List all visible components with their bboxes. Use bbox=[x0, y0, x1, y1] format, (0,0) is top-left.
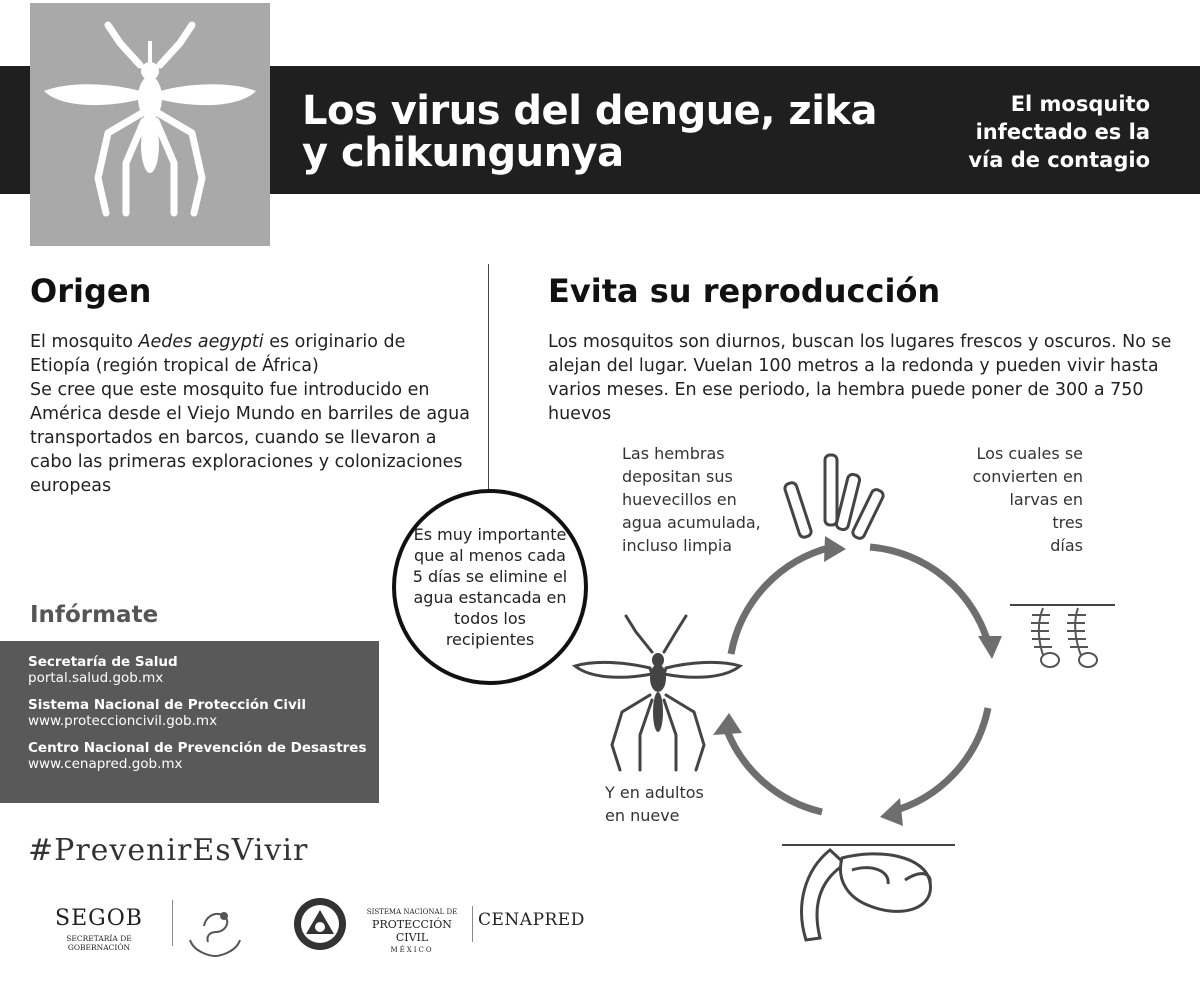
subtitle-line-1: El mosquito bbox=[1010, 92, 1150, 116]
origen-paragraph-1 bbox=[30, 330, 470, 378]
cenapred-logo: CENAPRED bbox=[478, 910, 585, 930]
info-entry-url[interactable]: portal.salud.gob.mx bbox=[28, 670, 164, 686]
origen-heading: Origen bbox=[30, 272, 152, 310]
larvae-icon bbox=[1031, 608, 1097, 667]
title-line-2: y chikungunya bbox=[302, 130, 624, 176]
callout-text: Es muy importante que al menos cada 5 días se elimine el agua estancada en todos los recipientes bbox=[412, 525, 568, 649]
larvae-label bbox=[940, 442, 1083, 557]
origen-p1-end: es originario de Etiopía (región tropical de África) bbox=[30, 332, 406, 376]
logo-box bbox=[30, 3, 270, 246]
segob-logo-text: SEGOB bbox=[55, 906, 143, 931]
segob-logo-subtext: SECRETARÍA DE GOBERNACIÓN bbox=[66, 934, 132, 952]
arrowhead-left bbox=[713, 713, 742, 735]
info-entry-url[interactable]: www.cenapred.gob.mx bbox=[28, 756, 183, 772]
evita-heading: Evita su reproducción bbox=[548, 272, 941, 310]
adults-label-line: Y en adultos bbox=[605, 783, 704, 802]
larvae-label-line: convierten en bbox=[972, 467, 1083, 486]
info-entry-name: Secretaría de Salud bbox=[28, 654, 178, 670]
adults-label-line: en nueve bbox=[605, 806, 680, 825]
eggs-label-line: incluso limpia bbox=[622, 536, 733, 555]
informate-box bbox=[0, 641, 379, 803]
pupa-icon bbox=[802, 850, 931, 940]
title-line-1: Los virus del dengue, zika bbox=[302, 88, 878, 134]
cycle-arrow-bottom bbox=[890, 708, 988, 812]
arrowhead-right bbox=[978, 636, 1002, 659]
larvae-label-line: Los cuales se bbox=[976, 444, 1083, 463]
sinaproc-main-text: PROTECCIÓN CIVIL bbox=[372, 918, 452, 944]
proteccion-civil-icon bbox=[290, 896, 350, 952]
origen-paragraph-2: Se cree que este mosquito fue introducido en América desde el Viejo Mundo en barriles de agua transportados en barcos, cuando se llevaron a cabo las primeras exploraciones y colonizaciones europeas bbox=[30, 380, 470, 496]
eggs-label-line: agua acumulada, bbox=[622, 513, 761, 532]
origen-text bbox=[30, 330, 470, 498]
footer-divider bbox=[172, 900, 173, 946]
info-entry-name: Centro Nacional de Prevención de Desastres bbox=[28, 740, 367, 756]
mexico-seal-icon bbox=[180, 896, 250, 958]
segob-logo bbox=[36, 906, 162, 952]
subtitle-line-3: vía de contagio bbox=[968, 148, 1150, 172]
mosquito-icon bbox=[30, 3, 270, 246]
informate-heading: Infórmate bbox=[30, 602, 159, 628]
hashtag: #PrevenirEsVivir bbox=[28, 833, 309, 868]
cycle-arrow-top bbox=[731, 547, 832, 654]
info-entry bbox=[28, 740, 379, 773]
adults-label bbox=[605, 781, 755, 827]
sinaproc-small-text: SISTEMA NACIONAL DE bbox=[366, 908, 458, 916]
eggs-label-line: depositan sus bbox=[622, 467, 733, 486]
warning-callout bbox=[392, 489, 588, 685]
cycle-arrow-right bbox=[870, 547, 989, 646]
species-name: Aedes aegypti bbox=[138, 332, 264, 352]
header-subtitle bbox=[920, 90, 1150, 174]
larvae-label-line: días bbox=[1050, 536, 1083, 555]
sinaproc-logo bbox=[356, 908, 468, 954]
info-entry bbox=[28, 654, 379, 687]
eggs-label-line: Las hembras bbox=[622, 444, 725, 463]
eggs-label bbox=[622, 442, 792, 557]
eggs-label-line: huevecillos en bbox=[622, 490, 737, 509]
arrowhead-bottom bbox=[880, 798, 903, 826]
arrowhead-top bbox=[824, 536, 846, 562]
larvae-label-line: larvas en bbox=[1009, 490, 1083, 509]
info-entry bbox=[28, 697, 379, 730]
footer-divider bbox=[472, 906, 473, 942]
eggs-icon bbox=[784, 455, 885, 540]
evita-text: Los mosquitos son diurnos, buscan los lugares frescos y oscuros. No se alejan del lugar. Vuelan 100 metros a la redonda y pueden vivir hasta varios meses. En ese periodo, la hembra puede poner de 300 a 750 huevos bbox=[548, 332, 1172, 424]
info-entry-name: Sistema Nacional de Protección Civil bbox=[28, 697, 306, 713]
subtitle-line-2: infectado es la bbox=[975, 120, 1150, 144]
page-title bbox=[302, 90, 922, 174]
column-divider bbox=[488, 264, 489, 492]
sinaproc-mexico-text: MÉXICO bbox=[390, 946, 434, 954]
origen-p1-start: El mosquito bbox=[30, 332, 139, 352]
info-entry-url[interactable]: www.proteccioncivil.gob.mx bbox=[28, 713, 218, 729]
larvae-label-line: tres bbox=[1052, 513, 1083, 532]
